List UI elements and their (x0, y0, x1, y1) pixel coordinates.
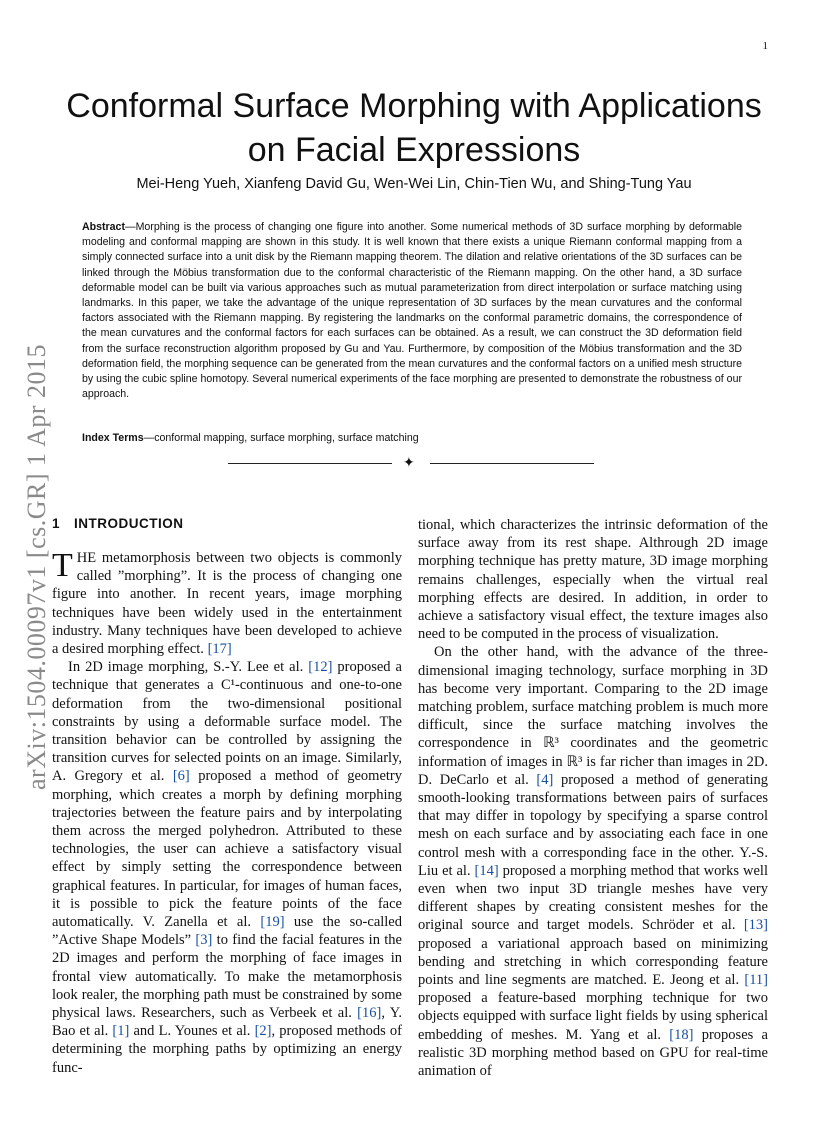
citation-link[interactable]: [17] (207, 641, 232, 658)
intro-paragraph-4 (418, 643, 768, 1080)
section-heading (52, 516, 402, 531)
index-terms (82, 432, 742, 444)
citation-link[interactable]: [19] (260, 914, 285, 931)
paragraph-text: use the so-called ”Active Shape Models” (52, 914, 402, 949)
paragraph-text: , proposed methods of determining the morphing paths by optimizing an energy func- (52, 1023, 402, 1076)
section-divider (228, 456, 594, 472)
citation-link[interactable]: [4] (536, 771, 554, 788)
citation-link[interactable]: [14] (474, 862, 499, 879)
citation-link[interactable]: [11] (744, 972, 768, 989)
paragraph-text: proposed a technique that generates a C¹-continuous and one-to-one deformation from the two-dimensional positional constraints by using a deformable surface model. The transition behavior can be controlled by assigning the transition curves for selected points on an image. Similarly, A. Gregory et al. (52, 659, 402, 785)
citation-link[interactable]: [18] (669, 1026, 694, 1043)
intro-paragraph-3: tional, which characterizes the intrinsic deformation of the surface away from its rest shape. Althrough 2D image morphing technique has pretty mature, 3D image morphing remains challenges, especially when the virtual real morphing effects are desired. In addition, in order to achieve a satisfactory visual effect, the texture images also need to be computed in the process of visualization. (418, 517, 768, 643)
citation-link[interactable]: [13] (743, 917, 768, 934)
small-caps-lead: HE (76, 550, 97, 566)
divider-star-icon: ✦ (403, 455, 415, 471)
author-list: Mei-Heng Yueh, Xianfeng David Gu, Wen-Wei Lin, Chin-Tien Wu, and Shing-Tung Yau (136, 176, 692, 192)
left-column (52, 516, 402, 1077)
section-number: 1 (52, 516, 61, 531)
paragraph-text: In 2D image morphing, S.-Y. Lee et al. (68, 659, 309, 676)
citation-link[interactable]: [12] (308, 659, 333, 676)
citation-link[interactable]: [6] (172, 768, 190, 785)
paragraph-text: proposed a method of geometry morphing, which creates a morph by defining morphing trajectories between the feature pairs and by interpolating them across the merged polyhedron. Attributed to these technologies, the user can achieve a satisfactory visual effect by simply setting the correspondence between graphical features. In particular, for images of human faces, it is possible to pick the feature points of the face automatically. V. Zanella et al. (52, 768, 402, 931)
paragraph-text: to find the facial features in the 2D images and perform the morphing of face images in frontal view automatically. To make the metamorphosis look realer, the morphing path must be constrained by some physical laws. Researchers, such as Verbeek et al. (52, 932, 402, 1022)
divider-line-left (228, 463, 392, 464)
paragraph-text: proposed a variational approach based on minimizing bending and stretching in which corresponding feature points and line segments are matched. E. Jeong et al. (418, 935, 768, 989)
index-terms-text: —conformal mapping, surface morphing, surface matching (143, 432, 419, 444)
abstract-label: Abstract (82, 221, 125, 233)
intro-paragraph-1 (52, 549, 402, 658)
right-column (418, 516, 768, 1080)
section-title: INTRODUCTION (74, 516, 184, 531)
drop-cap: T (52, 547, 73, 584)
arxiv-identifier: arXiv:1504.00097v1 [cs.GR] 1 Apr 2015 (22, 343, 51, 790)
paragraph-text: and L. Younes et al. (129, 1023, 255, 1040)
citation-link[interactable]: [3] (195, 932, 213, 949)
title-line-1: Conformal Surface Morphing with Applications (66, 87, 762, 125)
citation-link[interactable]: [16] (357, 1005, 382, 1022)
paragraph-text: metamorphosis between two objects is commonly called ”morphing”. It is the process of changing one figure into another. In recent years, image morphing techniques have been widely used in the entertainment industry. Many techniques have been developed to achieve a desired morphing effect. (52, 550, 402, 658)
title-line-2: on Facial Expressions (247, 131, 581, 169)
divider-line-right (430, 463, 594, 464)
paper-title (0, 84, 828, 172)
abstract (82, 220, 742, 402)
paragraph-text: , Y. Bao et al. (52, 1005, 402, 1040)
paragraph-text: On the other hand, with the advance of the three-dimensional imaging technology, surface morphing in 3D has become very important. Comparing to the 2D image matching problem, surface matching problem is much more difficult, since the surface matching involves the correspondence in ℝ³ coordinates and the geometric information of images in ℝ³ is far richer than images in 2D. D. DeCarlo et al. (418, 644, 768, 788)
paragraph-text: proposed a method of generating smooth-looking transformations between pairs of surfaces that may differ in topology by specifying a sparse control mesh on each surface and by associating each face in one control mesh with a corresponding face in the other. Y.-S. Liu et al. (418, 771, 769, 879)
abstract-text: —Morphing is the process of changing one figure into another. Some numerical methods of 3D surface morphing by deformable modeling and conformal mapping are shown in this study. It is well known that there exists a unique Riemann conformal mapping from a simply connected surface into a unit disk by the Riemann mapping theorem. The dilation and relative orientations of the 3D surfaces can be linked through the Möbius transformation due to the conformal characteristic of the Riemann mapping. On the other hand, a 3D surface deformable model can be built via various approaches such as mutual parameterization from direct interpolation or surface matching using landmarks. In this paper, we take the advantage of the unique representation of 3D surfaces by the mean curvatures and the conformal factors associated with the Riemann mapping. By registering the landmarks on the conformal parametric domains, the correspondence of the mean curvatures and the conformal factors for each surfaces can be obtained. As a result, we can construct the 3D deformation field from the surface reconstruction algorithm proposed by Gu and Yau. Furthermore, by composition of the Möbius transformation and the 3D deformation field, the morphing sequence can be generated from the mean curvatures and the conformal factors on a unified mesh structure by using the cubic spline homotopy. Several numerical experiments of the face morphing are presented to demonstrate the robustness of our approach. (82, 221, 742, 401)
paragraph-text: proposed a morphing method that works well even when two input 3D triangle meshes have very different shapes by creating consistent meshes for the original source and target models. Schröder et al. (418, 862, 768, 934)
page-number: 1 (762, 40, 768, 52)
index-terms-label: Index Terms (82, 432, 144, 444)
paragraph-text: proposed a feature-based morphing technique for two objects equipped with surface light fields by using spherical embedding of meshes. M. Yang et al. (418, 990, 768, 1043)
citation-link[interactable]: [2] (254, 1023, 272, 1040)
intro-paragraph-2 (52, 658, 402, 1077)
citation-link[interactable]: [1] (112, 1023, 130, 1040)
paragraph-text: proposes a realistic 3D morphing method based on GPU for real-time animation of (418, 1026, 768, 1080)
